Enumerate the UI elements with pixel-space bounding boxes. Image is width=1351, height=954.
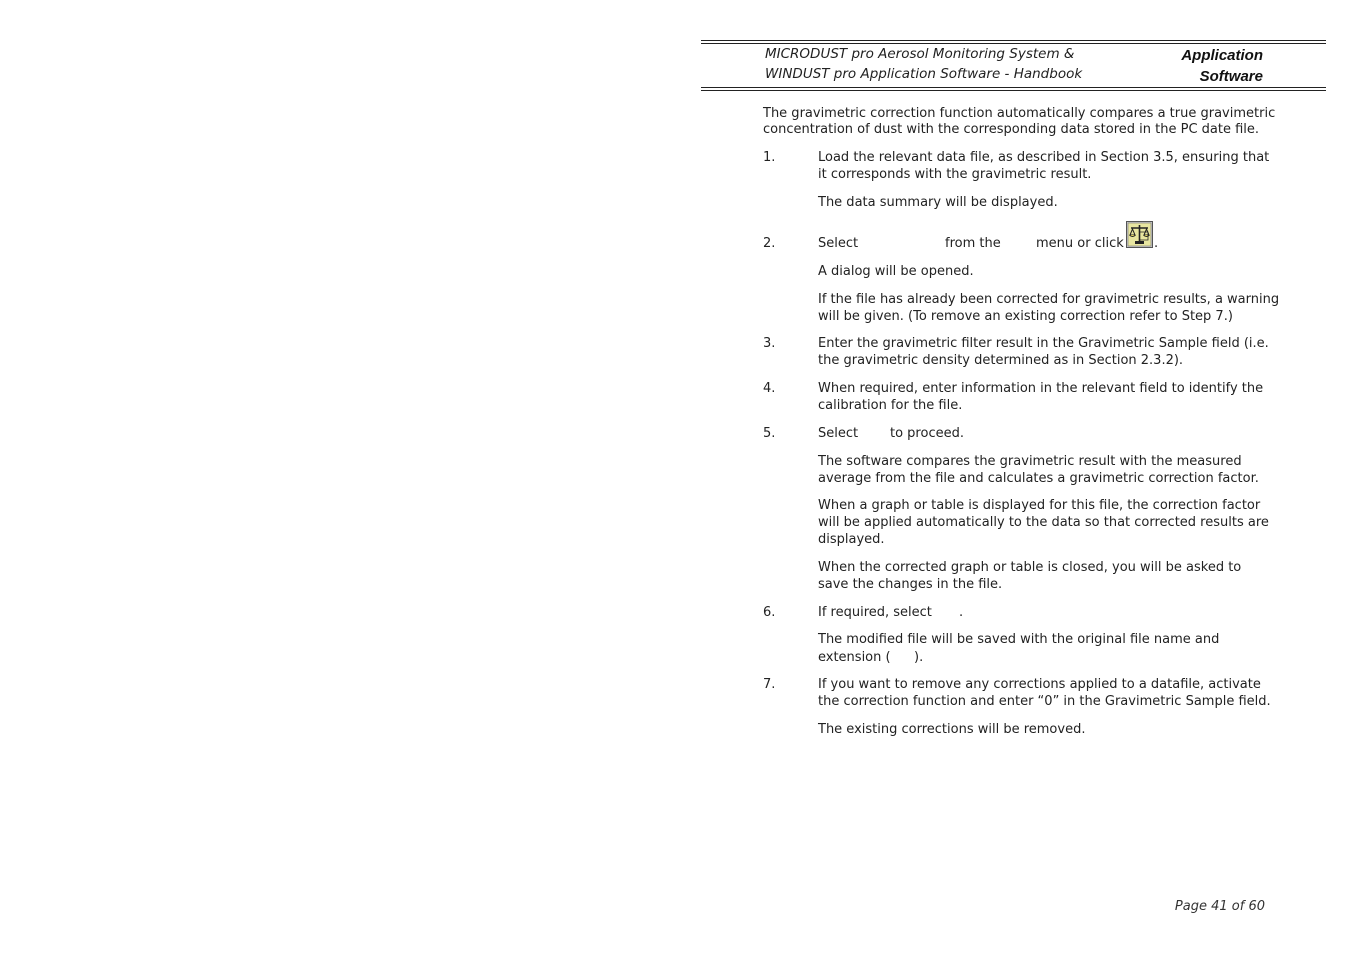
step-5-note-1-line-1: The software compares the gravimetric result with the measured: [818, 454, 1242, 469]
running-header-section: [1181, 45, 1263, 87]
step-2-from-the: from the: [945, 236, 1001, 251]
step-5-note-2-line-1: When a graph or table is displayed for this file, the correction factor: [818, 498, 1261, 513]
step-2-period: .: [1154, 236, 1159, 251]
page-number: Page 41 of 60: [1174, 899, 1265, 914]
step-6-note-ext-close: ).: [914, 650, 924, 665]
step-5-note-3-line-2: save the changes in the file.: [818, 577, 1003, 592]
header-rule-bottom-2: [701, 90, 1326, 91]
step-2-note-2-line-2: will be given. (To remove an existing correction refer to Step 7.): [818, 309, 1233, 324]
step-1-line-2: it corresponds with the gravimetric result.: [818, 167, 1092, 182]
step-1-line-1: Load the relevant data file, as described in Section 3.5, ensuring that: [818, 150, 1270, 165]
step-2-number: 2.: [763, 236, 776, 251]
step-4-number: 4.: [763, 381, 776, 396]
step-7-number: 7.: [763, 677, 776, 692]
step-6-text: If required, select: [818, 605, 932, 620]
intro-line-2: concentration of dust with the corresponding data stored in the PC date file.: [763, 122, 1260, 137]
step-5-select: Select: [818, 426, 859, 441]
running-header-title: [765, 45, 1082, 84]
step-6-note-ext-open: extension (: [818, 650, 891, 665]
step-2-note-1: A dialog will be opened.: [818, 264, 974, 279]
step-2-menu-or-click: menu or click: [1036, 236, 1124, 251]
header-section-line2: Software: [1199, 68, 1263, 85]
step-3-line-2: the gravimetric density determined as in Section 2.3.2).: [818, 353, 1184, 368]
step-5-note-1-line-2: average from the file and calculates a gravimetric correction factor.: [818, 471, 1259, 486]
header-section-line1: Application: [1181, 47, 1263, 64]
intro-line-1: The gravimetric correction function automatically compares a true gravimetric: [763, 106, 1276, 121]
step-6-note-line-1: The modified file will be saved with the original file name and: [818, 632, 1220, 647]
step-7-note: The existing corrections will be removed.: [818, 722, 1086, 737]
step-5-number: 5.: [763, 426, 776, 441]
step-5-to-proceed: to proceed.: [890, 426, 964, 441]
step-6-period: .: [959, 605, 964, 620]
step-7-line-1: If you want to remove any corrections applied to a datafile, activate: [818, 677, 1261, 692]
header-rule-bottom-1: [701, 87, 1326, 88]
step-4-line-2: calibration for the file.: [818, 398, 963, 413]
step-5-note-2-line-3: displayed.: [818, 532, 885, 547]
step-2-select: Select: [818, 236, 859, 251]
step-1-number: 1.: [763, 150, 776, 165]
step-3-line-1: Enter the gravimetric filter result in the Gravimetric Sample field (i.e.: [818, 336, 1269, 351]
header-rule-top-1: [701, 40, 1326, 41]
step-4-line-1: When required, enter information in the relevant field to identify the: [818, 381, 1264, 396]
step-3-number: 3.: [763, 336, 776, 351]
gravimetric-scale-icon: [1126, 221, 1153, 248]
header-title-line1: MICRODUST pro Aerosol Monitoring System &: [765, 46, 1075, 62]
step-6-number: 6.: [763, 605, 776, 620]
step-7-line-2: the correction function and enter “0” in the Gravimetric Sample field.: [818, 694, 1271, 709]
header-title-line2: WINDUST pro Application Software - Handbook: [765, 65, 1083, 82]
step-5-note-2-line-2: will be applied automatically to the data so that corrected results are: [818, 515, 1269, 530]
step-1-note: The data summary will be displayed.: [818, 195, 1058, 210]
step-2-note-2-line-1: If the file has already been corrected for gravimetric results, a warning: [818, 292, 1280, 307]
step-5-note-3-line-1: When the corrected graph or table is closed, you will be asked to: [818, 560, 1242, 575]
header-rule-top-2: [701, 43, 1326, 44]
